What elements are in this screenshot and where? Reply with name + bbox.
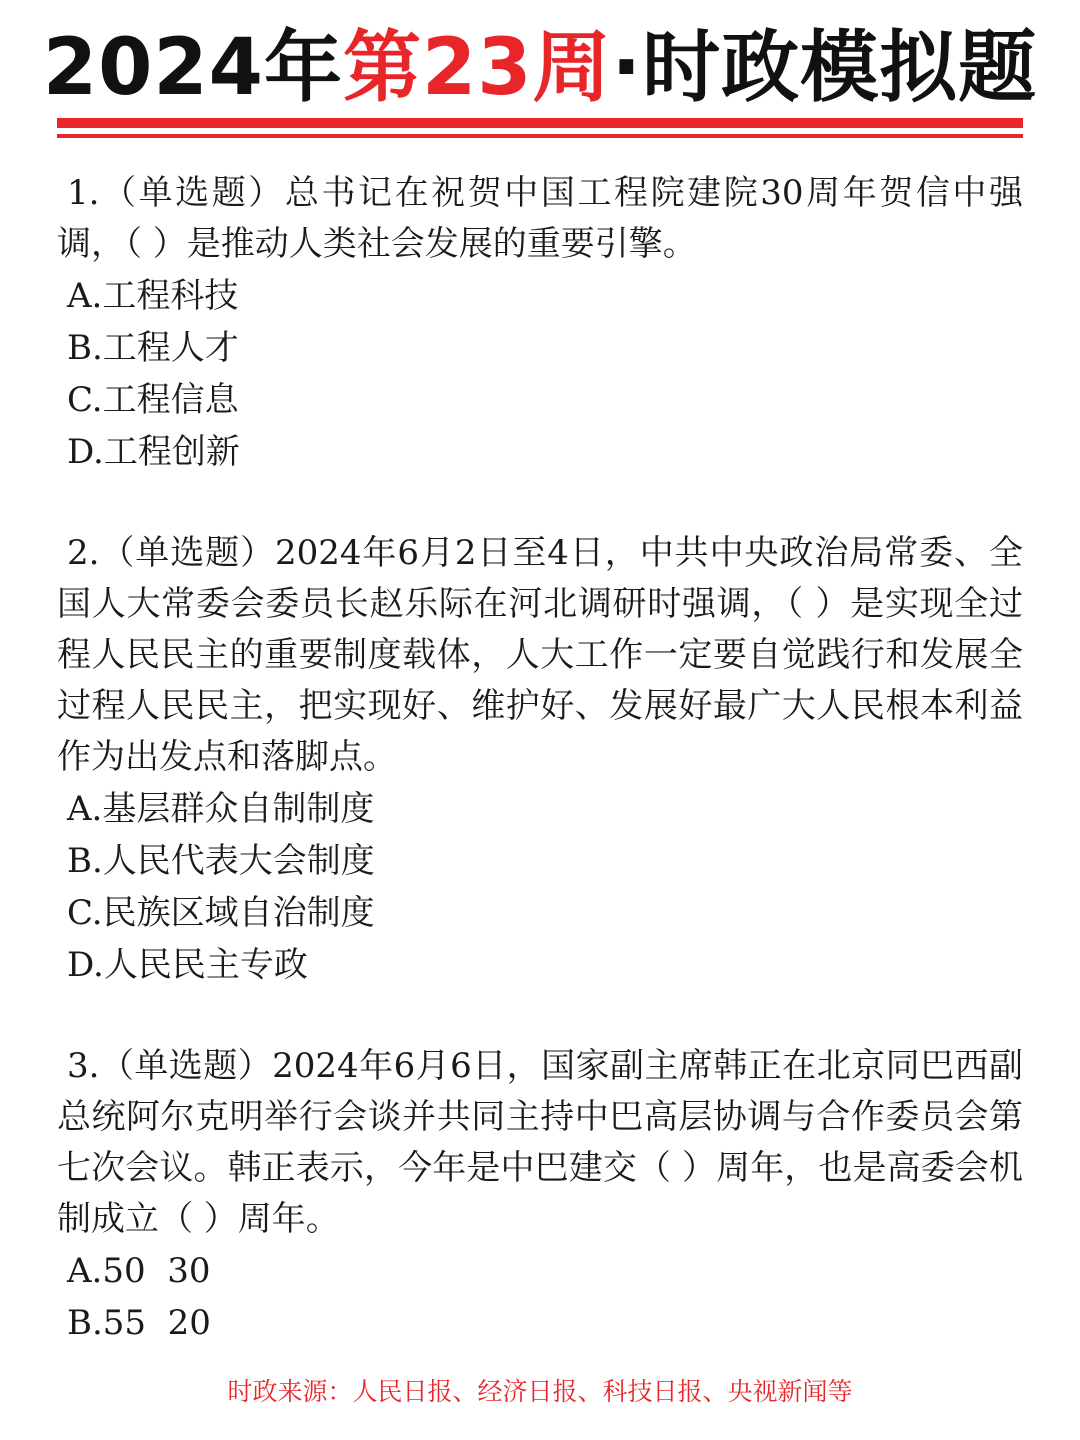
question-1 bbox=[57, 168, 1023, 478]
option-d: D.工程创新 bbox=[67, 432, 240, 472]
header-rule-thin bbox=[57, 134, 1023, 138]
title-year: 2024年 bbox=[42, 23, 343, 113]
title-subject: ·时政模拟题 bbox=[611, 23, 1038, 113]
page-title bbox=[0, 18, 1080, 118]
option-a: A.工程科技 bbox=[67, 276, 239, 316]
question-3 bbox=[57, 1041, 1023, 1349]
option-b: B.人民代表大会制度 bbox=[67, 841, 375, 881]
option-a: A.50 30 bbox=[67, 1251, 211, 1291]
question-stem: 3.（单选题）2024年6月6日，国家副主席韩正在北京同巴西副总统阿尔克明举行会谈并共同主持中巴高层协调与合作委员会第七次会议。韩正表示，今年是中巴建交（ ）周年，也是高委会机制成立（ ）周年。 bbox=[57, 1046, 1023, 1239]
option-list bbox=[57, 270, 1023, 478]
option-c: C.工程信息 bbox=[67, 380, 239, 420]
question-stem: 1.（单选题）总书记在祝贺中国工程院建院30周年贺信中强调，（ ）是推动人类社会发展的重要引擎。 bbox=[57, 173, 1023, 264]
option-a: A.基层群众自制制度 bbox=[67, 789, 375, 829]
question-stem: 2.（单选题）2024年6月2日至4日，中共中央政治局常委、全国人大常委会委员长赵乐际在河北调研时强调，（ ）是实现全过程人民民主的重要制度载体，人大工作一定要自觉践行和发展全过程人民民主，把实现好、维护好、发展好最广大人民根本利益作为出发点和落脚点。 bbox=[57, 533, 1023, 777]
option-b: B.55 20 bbox=[67, 1303, 211, 1343]
option-b: B.工程人才 bbox=[67, 328, 239, 368]
option-list bbox=[57, 783, 1023, 991]
header-rule-thick bbox=[57, 118, 1023, 128]
question-list bbox=[57, 168, 1023, 1399]
source-footer: 时政来源：人民日报、经济日报、科技日报、央视新闻等 bbox=[227, 1377, 853, 1406]
question-2 bbox=[57, 528, 1023, 991]
option-c: C.民族区域自治制度 bbox=[67, 893, 375, 933]
option-d: D.人民民主专政 bbox=[67, 945, 308, 985]
title-week: 第23周 bbox=[342, 23, 612, 113]
option-list bbox=[57, 1245, 1023, 1349]
